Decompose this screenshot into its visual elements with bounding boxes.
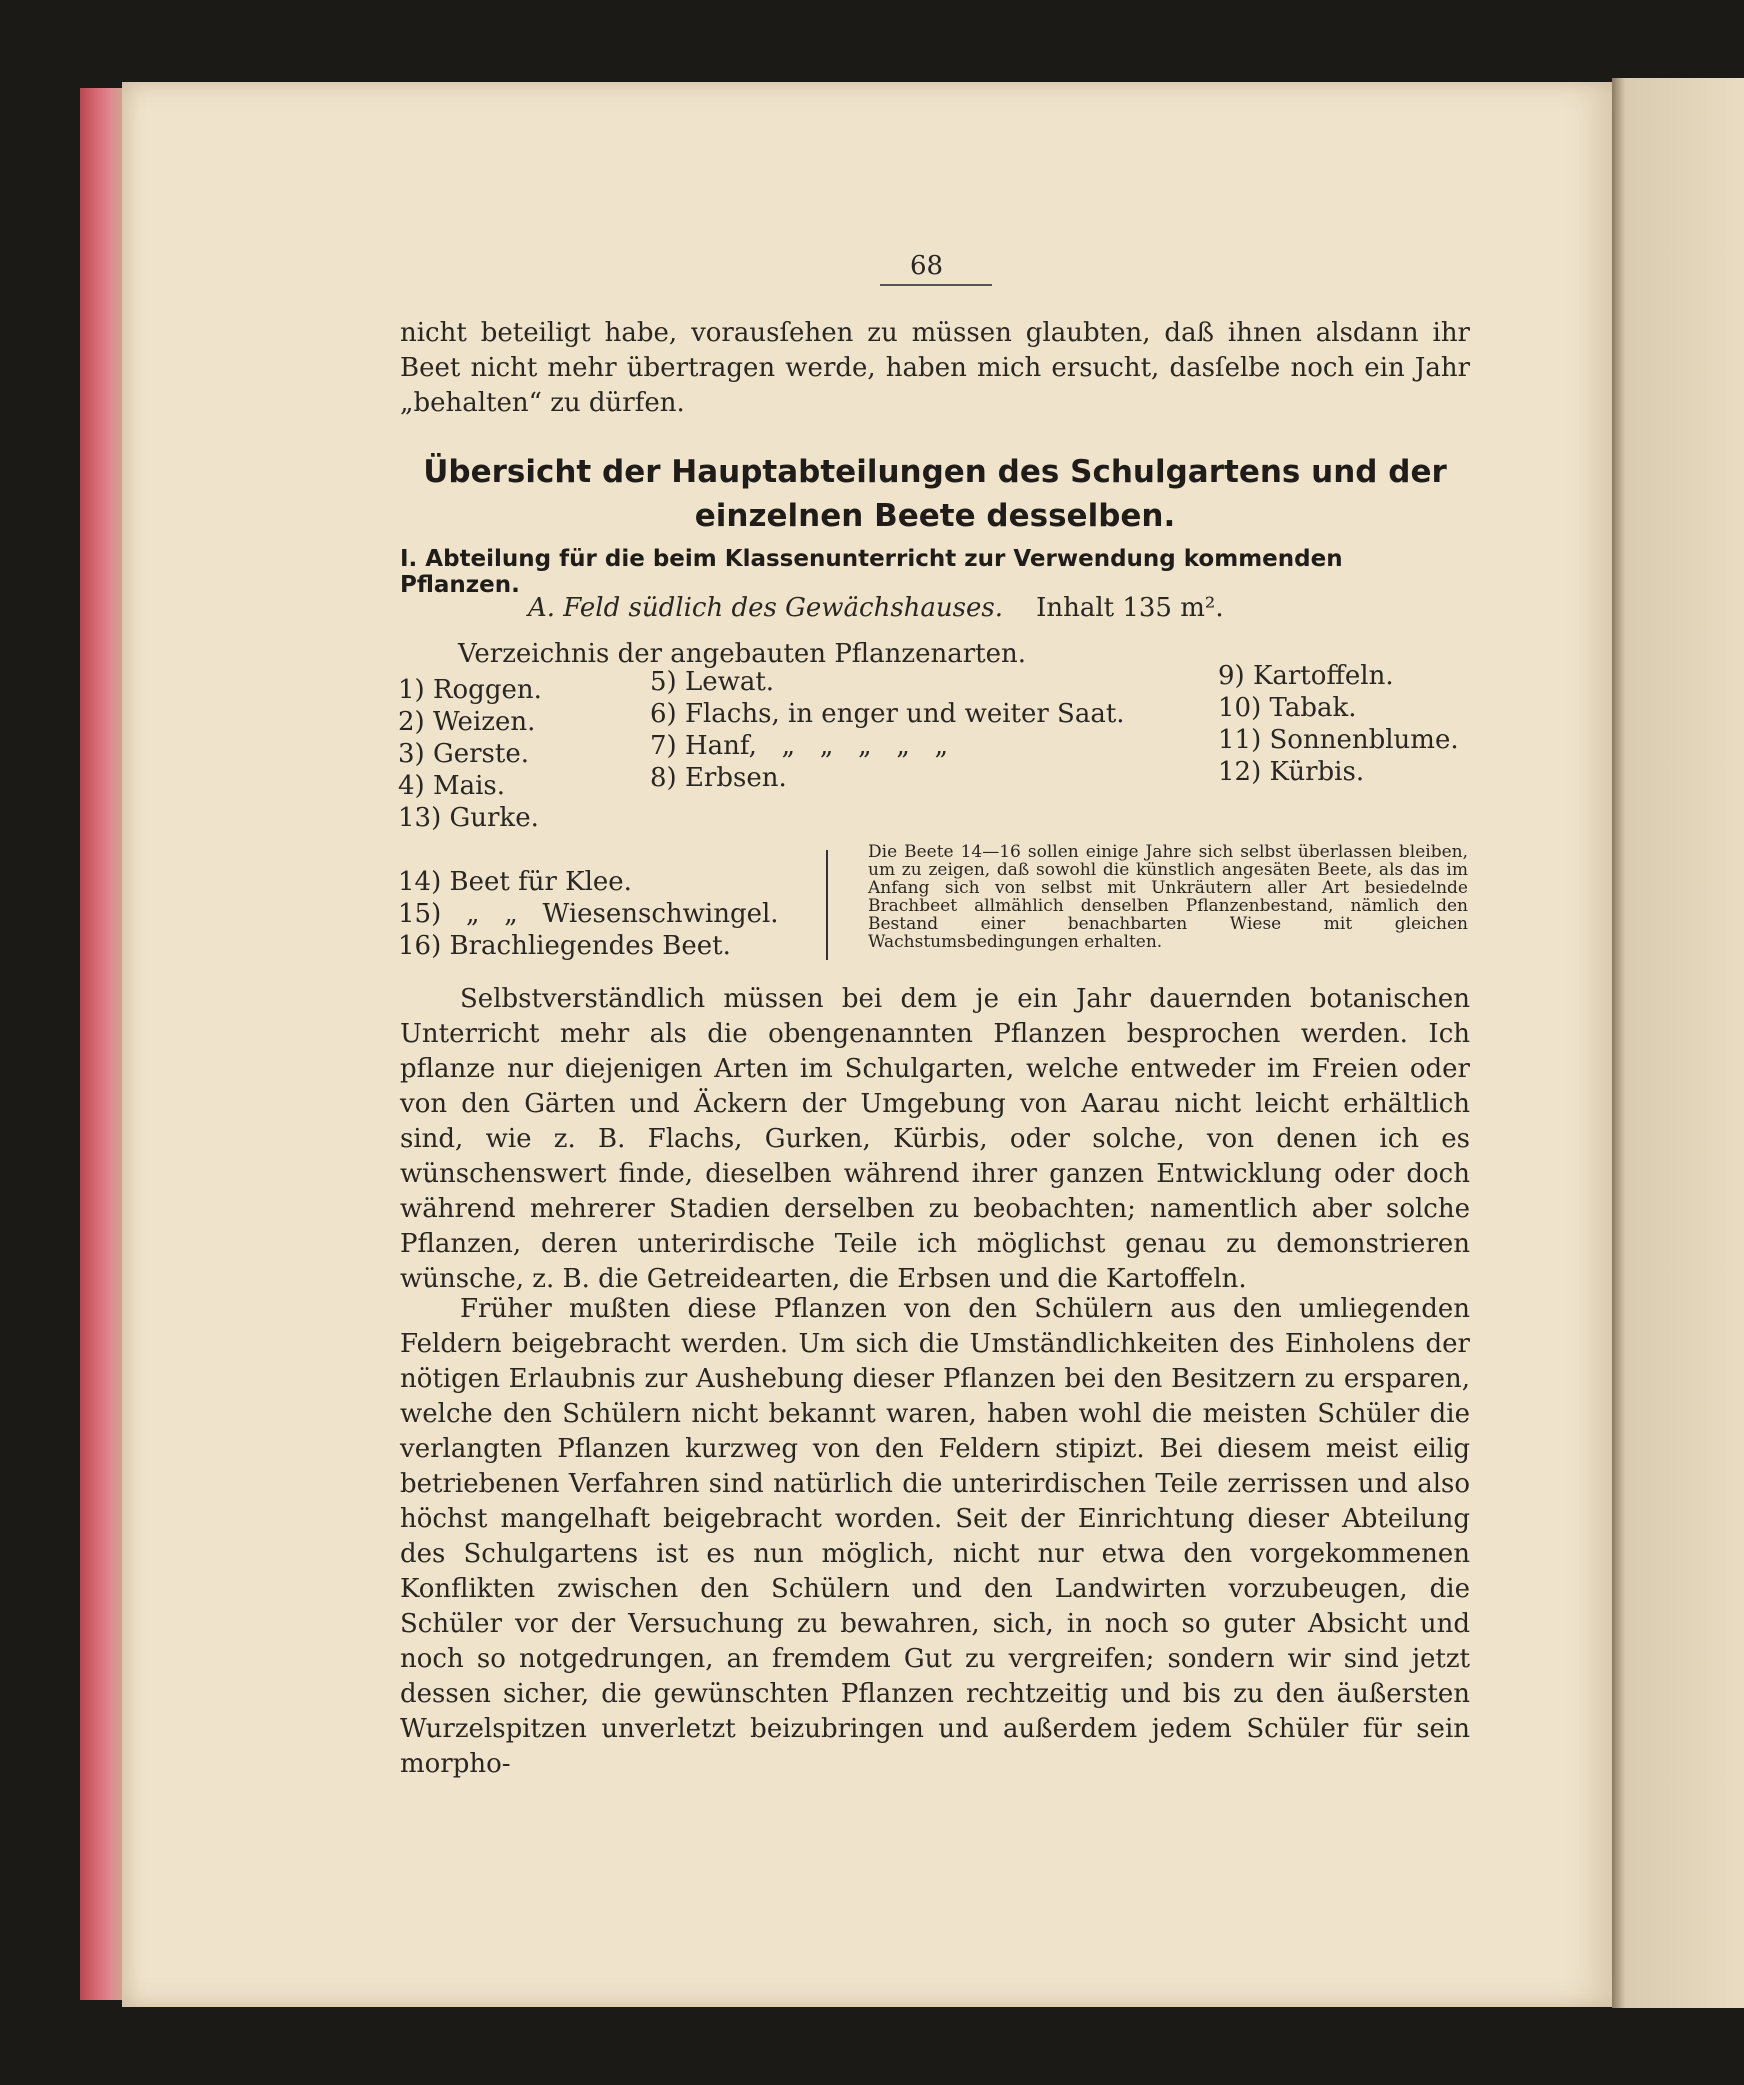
list-item: 14) Beet für Klee.: [398, 867, 632, 897]
paragraph-2: Selbstverständlich müssen bei dem je ein Jahr dauernden botanischen Unterricht mehr als die obengenannten Pflanzen besprochen werden. Ich pflanze nur diejenigen Arten im Schulgarten, welche entweder im Freien oder von den Gärten und Äckern der Umgebung von Aarau nicht leicht erhältlich sind, wie z. B. Flachs, Gurken, Kürbis, oder solche, von denen ich es wünschenswert finde, dieselben während ihrer ganzen Entwicklung oder doch während mehrerer Stadien derselben zu beobachten; namentlich aber solche Pflanzen, deren unterirdische Teile ich möglichst genau zu demonstrieren wünsche, z. B. die Getreidearten, die Erbsen und die Kartoffeln.: [400, 984, 1470, 1294]
list-item: 10) Tabak.: [1218, 693, 1357, 723]
list-item: 9) Kartoffeln.: [1218, 661, 1394, 691]
facing-page: [1612, 78, 1744, 2008]
plant-list-column-c: [1218, 660, 1459, 788]
list-title: Verzeichnis der angebauten Pflanzenarten.: [458, 639, 1027, 669]
page-number: 68: [910, 251, 944, 281]
footnote-beete: Die Beete 14—16 sollen einige Jahre sich selbst überlassen bleiben, um zu zeigen, daß sowohl die künstlich angesäten Beete, als das im Anfang sich von selbst mit Unkräutern aller Art besiedelnde Brachbeet allmählich denselben Pflanzenbestand, nämlich den Bestand einer benachbarten Wiese mit gleichen Wachstumsbedingungen erhalten.: [868, 842, 1468, 952]
field-name: A. Feld südlich des Gewächshauses.: [528, 593, 1003, 623]
list-item: 6) Flachs, in enger und weiter Saat.: [650, 699, 1125, 729]
list-item: 12) Kürbis.: [1218, 757, 1365, 787]
page-edge: [80, 88, 124, 2000]
list-item: 3) Gerste.: [398, 739, 529, 769]
bracket: [826, 850, 840, 960]
list-item: 13) Gurke.: [398, 803, 539, 833]
paragraph-3: Früher mußten diese Pflanzen von den Schülern aus den umliegenden Feldern beigebracht werden. Um sich die Umständlichkeiten des Einholens der nötigen Erlaubnis zur Aushebung dieser Pflanzen bei den Besitzern zu ersparen, welche den Schülern nicht bekannt waren, haben wohl die meisten Schüler die verlangten Pflanzen kurzweg von den Feldern stipizt. Bei diesem meist eilig betriebenen Verfahren sind natürlich die unterirdischen Teile zerrissen und also höchst mangelhaft beigebracht worden. Seit der Einrichtung dieser Abteilung des Schulgartens ist es nun möglich, nicht nur etwa den vorgekommenen Konflikten zwischen den Schülern und den Landwirten vorzubeugen, die Schüler vor der Versuchung zu bewahren, sich, in noch so guter Absicht und noch so notgedrungen, an fremdem Gut zu vergreifen; sondern wir sind jetzt dessen sicher, die gewünschten Pflanzen rechtzeitig und bis zu den äußersten Wurzelspitzen unverletzt beizubringen und außerdem jedem Schüler für sein morpho-: [400, 1294, 1470, 1779]
list-item: 16) Brachliegendes Beet.: [398, 931, 731, 961]
page-number-rule: [880, 284, 992, 286]
list-item: 4) Mais.: [398, 771, 505, 801]
list-item: 11) Sonnenblume.: [1218, 725, 1459, 755]
list-item: 15) „ „ Wiesenschwingel.: [398, 899, 779, 929]
list-item: 5) Lewat.: [650, 667, 775, 697]
field-line: [528, 590, 1224, 626]
field-area: Inhalt 135 m².: [1036, 593, 1224, 623]
plant-list-column-b: [650, 666, 1125, 794]
list-item: 2) Weizen.: [398, 707, 536, 737]
plant-list-column-a: [398, 674, 542, 834]
plant-list-column-d: [398, 866, 779, 962]
section-heading-line-2: einzelnen Beete desselben.: [694, 498, 1176, 534]
intro-paragraph: nicht beteiligt habe, vorausſehen zu müssen glaubten, daß ihnen alsdann ihr Beet nicht mehr übertragen werde, haben mich ersucht, dasſelbe noch ein Jahr „behalten“ zu dürfen.: [400, 318, 1470, 418]
list-item: 1) Roggen.: [398, 675, 542, 705]
list-item: 7) Hanf, „ „ „ „ „: [650, 731, 949, 761]
division-subheading: I. Abteilung für die beim Klassenunterricht zur Verwendung kommenden Pflanzen.: [400, 546, 1343, 598]
section-heading-line-1: Übersicht der Hauptabteilungen des Schulgartens und der: [423, 454, 1447, 490]
list-item: 8) Erbsen.: [650, 763, 787, 793]
